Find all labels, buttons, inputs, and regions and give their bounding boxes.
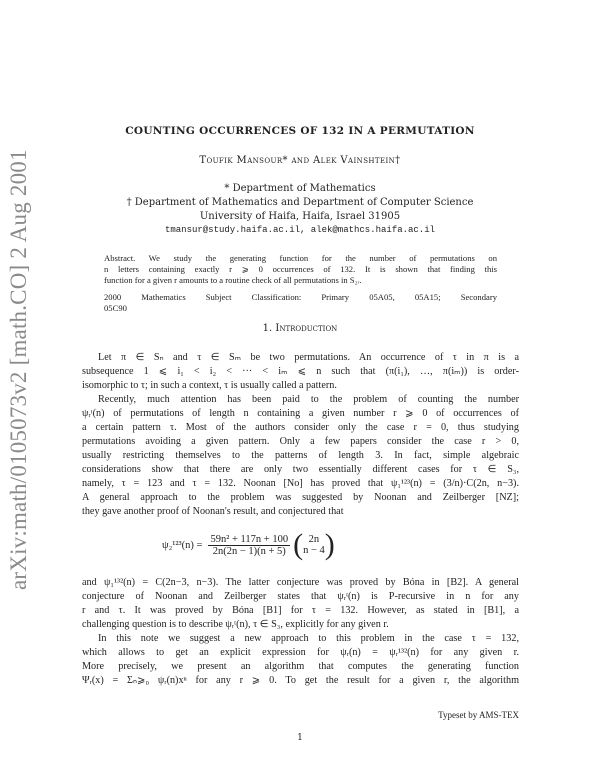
body-line: r and τ. It was proved by Bóna [B1] for τ = 132. However, as stated in [B1], a: [82, 605, 519, 616]
page-number: 1: [297, 733, 303, 743]
body-line: namely, τ = 123 and τ = 132. Noonan [No] has proved that ψ₁¹²³(n) = (3/n)·C(2n, n−3).: [82, 478, 519, 489]
body-line: A general approach to the problem was suggested by Noonan and Zeilberger [NZ];: [82, 492, 519, 503]
body-line: isomorphic to τ; in such a context, τ is usually called a pattern.: [82, 380, 337, 391]
msc-line: 2000 Mathematics Subject Classification: Primary 05A05, 05A15; Secondary: [104, 292, 497, 302]
body-line: ψᵣᵗ(n) of permutations of length n containing a given number r ⩾ 0 of occurrences of: [82, 408, 519, 419]
author-emails: tmansur@study.haifa.ac.il, alek@mathcs.haifa.ac.il: [164, 225, 436, 235]
abstract-line: n letters containing exactly r ⩾ 0 occurrences of 132. It is shown that finding this: [104, 264, 497, 274]
binomial: [303, 534, 325, 556]
body-line: In this note we suggest a new approach to this problem in the case τ = 132,: [98, 633, 519, 644]
abstract-line: function for a given r amounts to a routine check of all permutations in S₂ᵣ.: [104, 275, 362, 285]
body-line: subsequence 1 ⩽ i₁ < i₂ < ··· < iₘ ⩽ n such that (π(i₁), …, π(iₘ)) is order-: [82, 366, 519, 377]
binom-top: 2n: [308, 534, 320, 545]
affiliation-2: † Department of Mathematics and Department of Computer Science: [126, 197, 474, 208]
body-line: a certain pattern τ. Most of the authors consider only the case r = 0, thus studying: [82, 422, 519, 433]
abstract-line: Abstract. We study the generating function for the number of permutations on: [104, 253, 497, 263]
arxiv-stamp: arXiv:math/0105073v2 [math.CO] 2 Aug 2001: [6, 149, 31, 590]
affiliation-1: * Department of Mathematics: [224, 183, 376, 194]
body-line: considerations show that there are only two essentially different cases for τ ∈ S₃,: [82, 464, 519, 475]
display-equation: ψ₂¹²³(n) = $\frac{\text{59n² + 117n + 100}}{2n(2n - 1)(n + 5)}$ ( 2n n − 4 ): [162, 528, 335, 561]
fraction: [208, 534, 290, 557]
binom-bottom: n − 4: [303, 545, 325, 556]
body-line: Ψᵣ(x) = Σₙ⩾₀ ψᵣ(n)xⁿ for any r ⩾ 0. To get the result for a given r, the algorithm: [82, 675, 519, 686]
denominator: 2n(2n − 1)(n + 5): [212, 545, 286, 557]
body-line: and ψ₁¹³²(n) = C(2n−3, n−3). The latter conjecture was proved by Bóna in [B2]. A general: [82, 577, 519, 588]
numerator: 59n² + 117n + 100: [210, 533, 289, 545]
body-line: More precisely, we present an algorithm that computes the generating function: [82, 661, 519, 672]
authors: Toufik Mansour* and Alek Vainshtein†: [199, 155, 401, 166]
body-line: conjecture of Noonan and Zeilberger states that ψᵣᵗ(n) is P-recursive in n for any: [82, 591, 519, 602]
msc-line: 05C90: [104, 303, 127, 313]
typeset-note: Typeset by AMS-TEX: [438, 710, 519, 720]
body-line: permutations avoiding a given pattern. Only a few papers consider the case r > 0,: [82, 436, 519, 447]
body-line: which allows to get an explicit expression for ψᵣ(n) = ψᵣ¹³²(n) for any given r.: [82, 647, 519, 658]
body-line: Recently, much attention has been paid to the problem of counting the number: [98, 394, 519, 405]
body-line: they gave another proof of Noonan's result, and conjectured that: [82, 506, 344, 517]
equation-lhs: ψ₂¹²³(n) =: [162, 539, 203, 551]
body-line: Let π ∈ Sₙ and τ ∈ Sₘ be two permutations. An occurrence of τ in π is a: [98, 352, 519, 363]
body-line: usually restricting themselves to the patterns of length 3. In fact, simple algebraic: [82, 450, 519, 461]
paper-title: COUNTING OCCURRENCES OF 132 IN A PERMUTATION: [125, 125, 475, 137]
body-line: challenging question is to describe ψᵣᵗ(n), τ ∈ S₃, explicitly for any given r.: [82, 619, 389, 630]
affiliation-3: University of Haifa, Haifa, Israel 31905: [199, 211, 401, 222]
section-heading: 1. Introduction: [262, 323, 338, 334]
